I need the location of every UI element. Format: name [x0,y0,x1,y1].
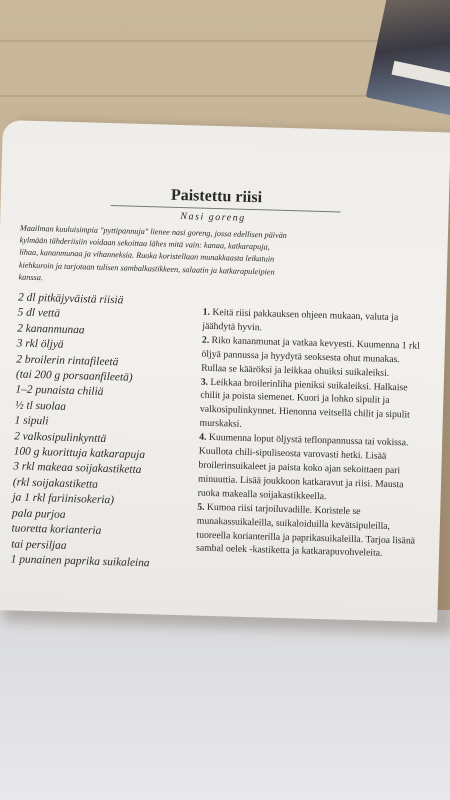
book-page [0,120,450,622]
step-text: Leikkaa broilerinliha pieniksi suikaleiksi. Halkaise chilit ja poista siemenet. Kuori ja lohko sipulit ja valkosipulinkynnet. Hienonna veitsellä chilit ja sipulit murskaksi. [199,376,410,431]
step-number: 2. [201,334,210,346]
step-number: 4. [199,431,207,443]
method-steps [196,306,428,562]
ingredient-item: 3 rkl öljyä [16,337,64,351]
ingredient-item: ja 1 rkl fariinisokeria) [12,491,115,507]
step-text: Kumoa riisi tarjoiluvadille. Koristele se munakassuikaleilla, suikaloiduilla kevätsipuleilla, tuoreella korianterilla ja paprikasuikaleilla. Tarjoa lisänä sambal oelek -kastiketta ja katkarapuvohveleita. [195,501,416,560]
ingredient-item: 1 punainen paprika suikaleina [10,553,150,570]
ingredient-item: pala purjoa [11,507,66,521]
ingredient-item: (rkl soijakastiketta [12,476,99,491]
recipe-intro: Maailman kuuluisimpia "pyttipannuja" lienee nasi goreng, jossa edellisen päivän kylmään tähderiisiin voidaan sekoittaa lähes mitä vain: kanaa, katkarapuja, lihaa, kananmunaa ja vihanneksia. Ruoka koristellaan munakkaasta leikatuin kiehkuroin ja tarjotaan tulisen sambalkastikkeen, salaatin ja katkarapuleipien kanssa. [18,223,287,282]
method-step [199,375,425,437]
light-surface [0,610,450,800]
step-number: 3. [200,376,209,388]
ingredient-item: 1 sipuli [14,414,49,428]
ingredient-item: 3 rkl makeaa soijakastiketta [13,460,142,477]
step-text: Riko kananmunat ja vatkaa kevyesti. Kuumenna 1 rkl öljyä pannussa ja hyydytä seoksesta ohut munakas. Rullaa se kääröksi ja leikkaa ohuiksi suikaleiksi. [201,334,420,379]
magazine-corner [366,0,450,120]
ingredient-item: 2 kananmunaa [17,322,85,337]
step-text: Kuumenna loput öljystä teflonpannussa tai vokissa. Kuullota chili-sipuliseosta varovasti hetki. Lisää broilerinsuikaleet ja paista koko ajan sekoittaen pari minuuttia. Lisää joukkoon katkaravut ja riisi. Mausta ruoka makealla soijakastikkeella. [197,432,409,502]
method-step [201,333,427,381]
ingredient-item: 2 valkosipulinkynttä [14,430,107,445]
ingredient-item: 2 broilerin rintafileetä [16,353,119,368]
method-step [196,500,422,562]
ingredient-item: 2 dl pitkäjyväistä riisiä [17,291,124,307]
ingredient-list [11,290,204,572]
ingredient-item: 100 g kuorittuja katkarapuja [13,445,146,462]
step-number: 1. [202,306,211,318]
recipe-subtitle: Nasi goreng [180,210,246,224]
step-text: Keitä riisi pakkauksen ohjeen mukaan, valuta ja jäähdytä hyvin. [202,306,399,334]
ingredient-item: ½ tl suolaa [14,399,67,413]
ingredient-item: (tai 200 g porsaanfileetä) [15,368,133,384]
ingredient-item: 1–2 punaista chiliä [15,383,104,399]
step-number: 5. [197,501,205,513]
method-step [197,431,424,507]
ingredient-item: 5 dl vettä [17,306,61,321]
ingredient-item: tuoretta korianteria [11,522,102,537]
recipe-title: Paistettu riisi [170,186,263,207]
ingredient-item: tai persiljaa [10,537,67,552]
